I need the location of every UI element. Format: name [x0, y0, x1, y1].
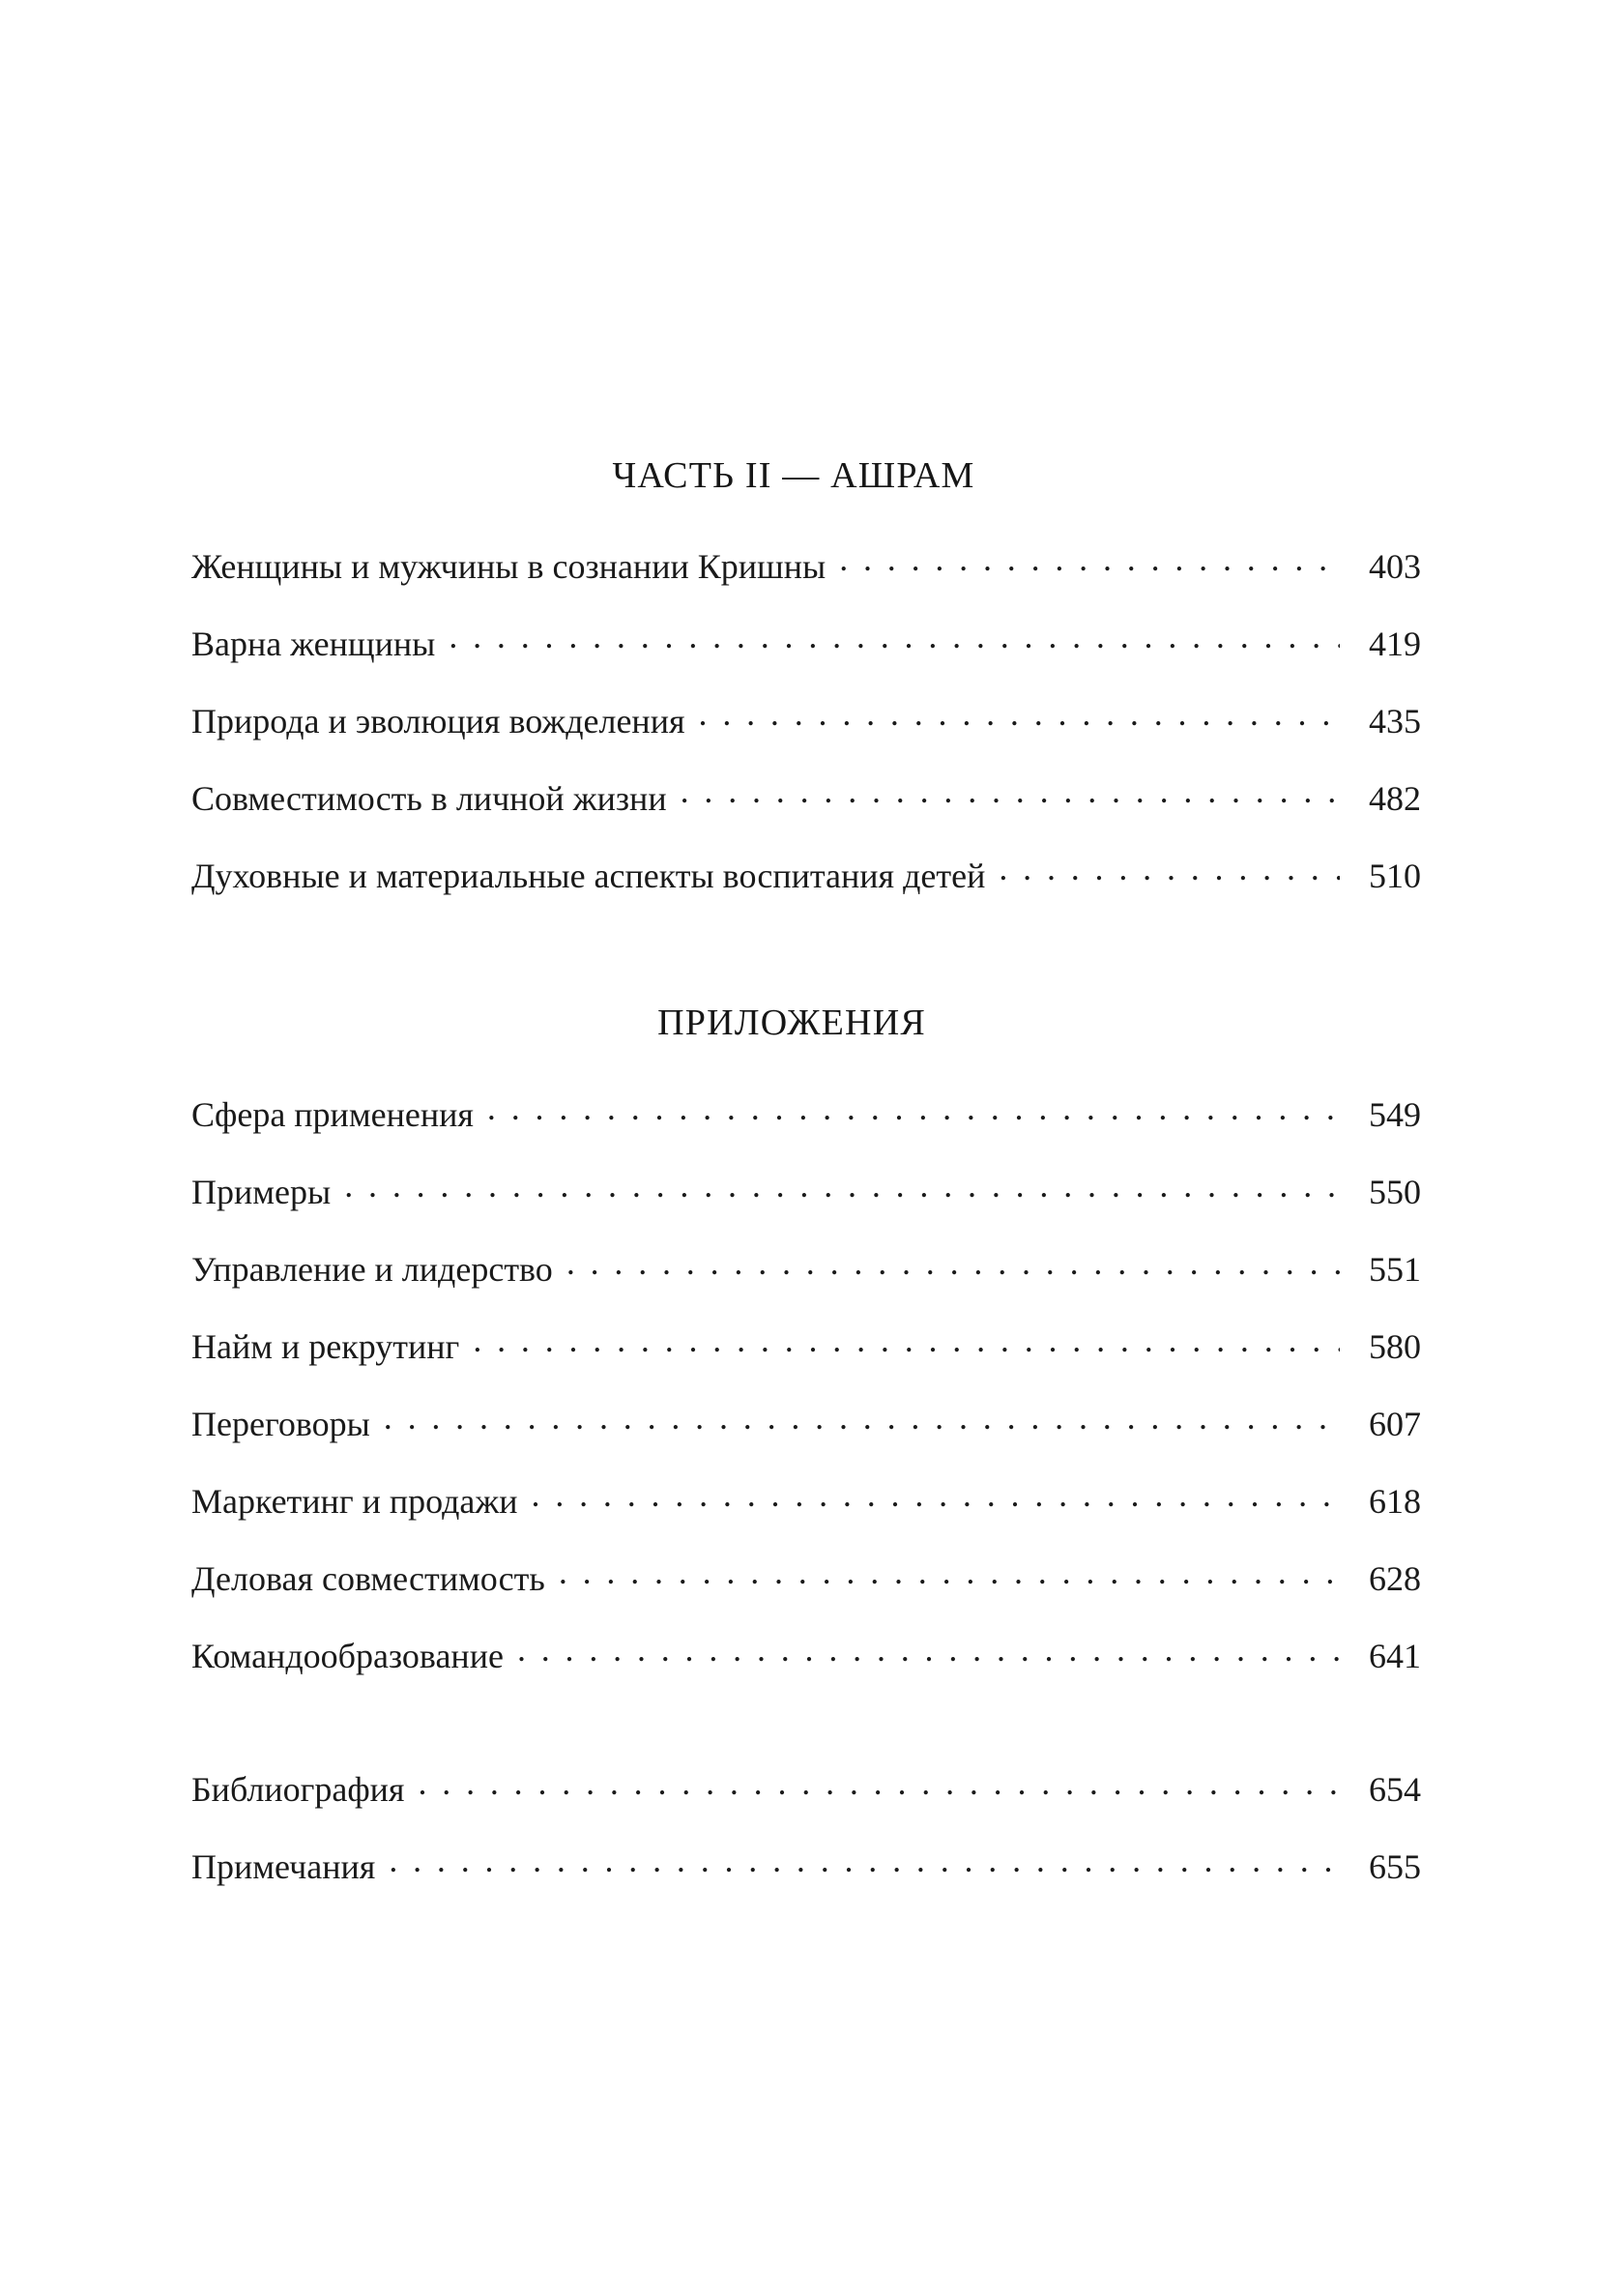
toc-entry-title: Духовные и материальные аспекты воспитания детей — [191, 856, 986, 895]
toc-leader-dots — [839, 543, 1340, 578]
toc-entry[interactable] — [191, 698, 1421, 739]
toc-entry-page: 435 — [1369, 701, 1421, 741]
section-heading-appendix: ПРИЛОЖЕНИЯ — [657, 1002, 926, 1043]
toc-entry[interactable] — [191, 853, 1421, 893]
toc-entry-title: Библиография — [191, 1770, 405, 1810]
toc-leader-dots — [473, 1323, 1340, 1358]
toc-entry-title: Примеры — [191, 1173, 332, 1212]
toc-entry-title: Маркетинг и продажи — [191, 1482, 518, 1522]
toc-entry-title: Женщины и мужчины в сознании Кришны — [191, 546, 826, 586]
toc-entry-title: Переговоры — [191, 1405, 370, 1444]
toc-leader-dots — [681, 775, 1340, 810]
toc-entry-title: Примечания — [191, 1847, 376, 1887]
toc-entry-page: 550 — [1369, 1173, 1421, 1212]
toc-entry[interactable] — [191, 1246, 1421, 1290]
toc-leader-dots — [532, 1478, 1340, 1513]
toc-leader-dots — [449, 621, 1340, 655]
toc-entry-title: Совместимость в личной жизни — [191, 778, 667, 818]
toc-entry[interactable] — [191, 1555, 1421, 1599]
toc-entry[interactable] — [191, 775, 1421, 816]
toc-entry[interactable] — [191, 1091, 1421, 1135]
toc-leader-dots — [566, 1246, 1340, 1281]
toc-entry-page: 654 — [1369, 1770, 1421, 1810]
toc-entry-page: 607 — [1369, 1405, 1421, 1444]
toc-group-back-matter — [191, 1766, 1421, 1887]
toc-entry[interactable] — [191, 1323, 1421, 1367]
toc-leader-dots — [384, 1401, 1340, 1436]
toc-leader-dots — [389, 1844, 1340, 1878]
toc-leader-dots — [999, 853, 1340, 887]
toc-entry-title: Деловая совместимость — [191, 1559, 545, 1599]
toc-entry-page: 403 — [1369, 546, 1421, 586]
toc-entry[interactable] — [191, 1766, 1421, 1810]
toc-entry-page: 549 — [1369, 1095, 1421, 1135]
toc-leader-dots — [418, 1766, 1340, 1801]
toc-entry[interactable] — [191, 621, 1421, 661]
toc-leader-dots — [559, 1555, 1340, 1590]
toc-entry-page: 551 — [1369, 1250, 1421, 1290]
toc-entry-page: 419 — [1369, 624, 1421, 663]
toc-entry-page: 510 — [1369, 856, 1421, 895]
toc-entry-title: Варна женщины — [191, 624, 436, 663]
toc-entry-page: 655 — [1369, 1847, 1421, 1887]
toc-entry-page: 641 — [1369, 1637, 1421, 1676]
toc-entry-title: Управление и лидерство — [191, 1250, 553, 1290]
toc-leader-dots — [344, 1169, 1340, 1204]
toc-entry[interactable] — [191, 1401, 1421, 1444]
toc-entry-page: 580 — [1369, 1327, 1421, 1367]
toc-entry[interactable] — [191, 543, 1421, 584]
toc-entry[interactable] — [191, 1169, 1421, 1212]
toc-group-appendix — [191, 1091, 1421, 1676]
toc-group-part-two — [191, 543, 1421, 893]
toc-entry-title: Природа и эволюция вожделения — [191, 701, 685, 741]
toc-entry[interactable] — [191, 1633, 1421, 1676]
toc-entry[interactable] — [191, 1478, 1421, 1522]
toc-entry[interactable] — [191, 1844, 1421, 1887]
section-heading-part-two: ЧАСТЬ II — АШРАМ — [612, 455, 975, 496]
toc-leader-dots — [699, 698, 1340, 733]
toc-entry-title: Командообразование — [191, 1637, 504, 1676]
toc-entry-page: 628 — [1369, 1559, 1421, 1599]
toc-entry-title: Найм и рекрутинг — [191, 1327, 460, 1367]
toc-content — [191, 454, 1421, 1887]
toc-leader-dots — [487, 1091, 1340, 1126]
toc-leader-dots — [517, 1633, 1340, 1668]
toc-entry-page: 482 — [1369, 778, 1421, 818]
toc-entry-title: Сфера применения — [191, 1095, 474, 1135]
toc-entry-page: 618 — [1369, 1482, 1421, 1522]
